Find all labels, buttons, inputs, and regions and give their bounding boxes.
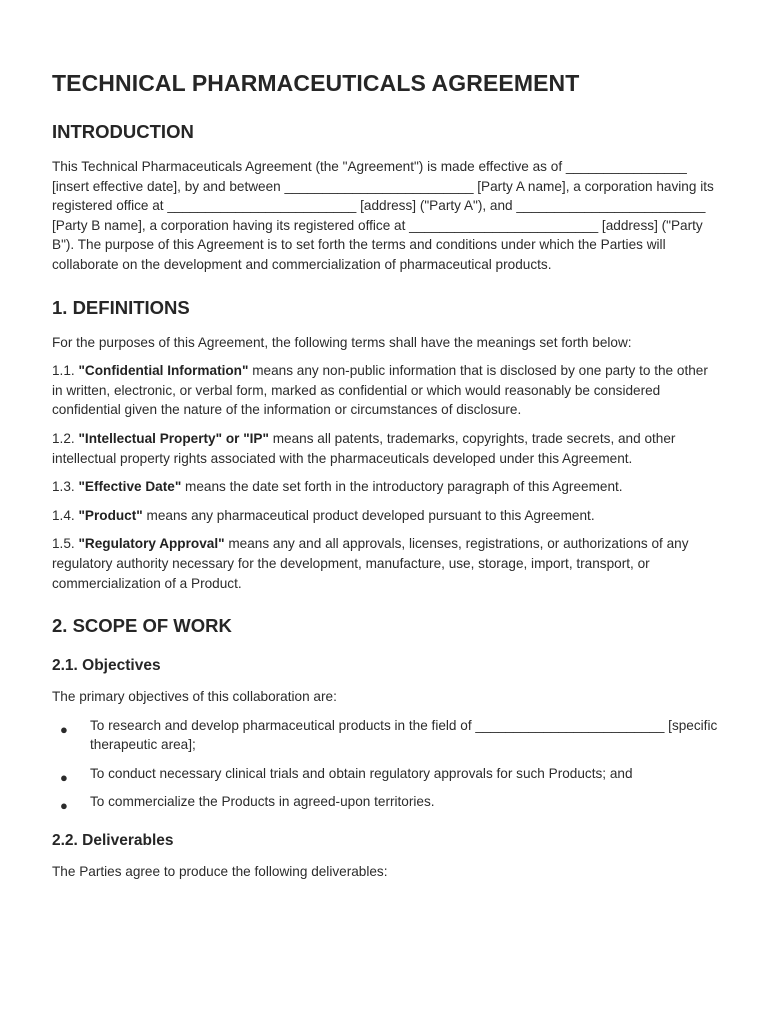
definition-item [52,477,720,497]
definition-text: means any non-public information that is disclosed by one party to the other in written, electronic, or verbal form, marked as confidential or which would reasonably be considered confidential given the nature of the information or circumstances of disclosure. [52,363,708,418]
definition-text: means all patents, trademarks, copyrights, trade secrets, and other intellectual property rights associated with the pharmaceuticals developed under this Agreement. [52,430,676,466]
definition-number: 1.3. [52,479,75,495]
definitions-lead: For the purposes of this Agreement, the following terms shall have the meanings set forth below: [52,334,632,350]
intro-heading: INTRODUCTION [52,121,194,142]
definition-item [52,506,720,526]
list-item-text: To conduct necessary clinical trials and obtain regulatory approvals for such Products; and [90,765,633,781]
definition-term: "Product" [78,507,143,523]
definition-text: means any pharmaceutical product developed pursuant to this Agreement. [142,507,595,523]
deliverables-lead: The Parties agree to produce the following deliverables: [52,864,388,880]
list-item [52,792,720,812]
bullet-icon: ● [60,769,68,785]
objectives-heading: 2.1. Objectives [52,657,161,675]
definitions-heading: 1. DEFINITIONS [52,296,190,318]
document-page [52,70,720,891]
definition-number: 1.1. [52,363,75,379]
list-item [52,716,720,755]
definition-term: "Effective Date" [78,479,182,495]
definition-number: 1.2. [52,430,75,446]
definition-item [52,534,720,593]
intro-paragraph: This Technical Pharmaceuticals Agreement (the "Agreement") is made effective as of ________________ [insert effective date], by and between _________________________ [Party A name], a corporation having its registered office at _________________________ [address] ("Party A"), and _________________________ [Party B name], a corporation having its registered office at _________________________ [address] ("Party B"). The purpose of this Agreement is to set forth the terms and conditions under which the Parties will collaborate on the development and commercialization of pharmaceutical products. [52,159,714,272]
definition-number: 1.5. [52,536,75,552]
bullet-icon: ● [60,721,68,737]
objectives-lead: The primary objectives of this collaboration are: [52,689,337,705]
definition-text: means the date set forth in the introductory paragraph of this Agreement. [181,479,623,495]
list-item-text: To research and develop pharmaceutical products in the field of _________________________ [specific therapeutic area]; [90,717,718,753]
document-title: TECHNICAL PHARMACEUTICALS AGREEMENT [52,70,580,96]
definition-item [52,429,720,468]
list-item-text: To commercialize the Products in agreed-upon territories. [90,794,435,810]
scope-heading: 2. SCOPE OF WORK [52,615,232,637]
definition-term: "Confidential Information" [78,363,249,379]
definition-term: "Intellectual Property" or "IP" [78,430,269,446]
definition-number: 1.4. [52,507,75,523]
definition-text: means any and all approvals, licenses, registrations, or authorizations of any regulatory authority necessary for the development, manufacture, use, storage, import, transport, or commercialization of a Product. [52,536,689,591]
deliverables-heading: 2.2. Deliverables [52,832,174,850]
objectives-list [52,716,720,812]
definition-term: "Regulatory Approval" [78,536,225,552]
definition-item [52,361,720,420]
bullet-icon: ● [60,798,68,814]
list-item [52,764,720,784]
